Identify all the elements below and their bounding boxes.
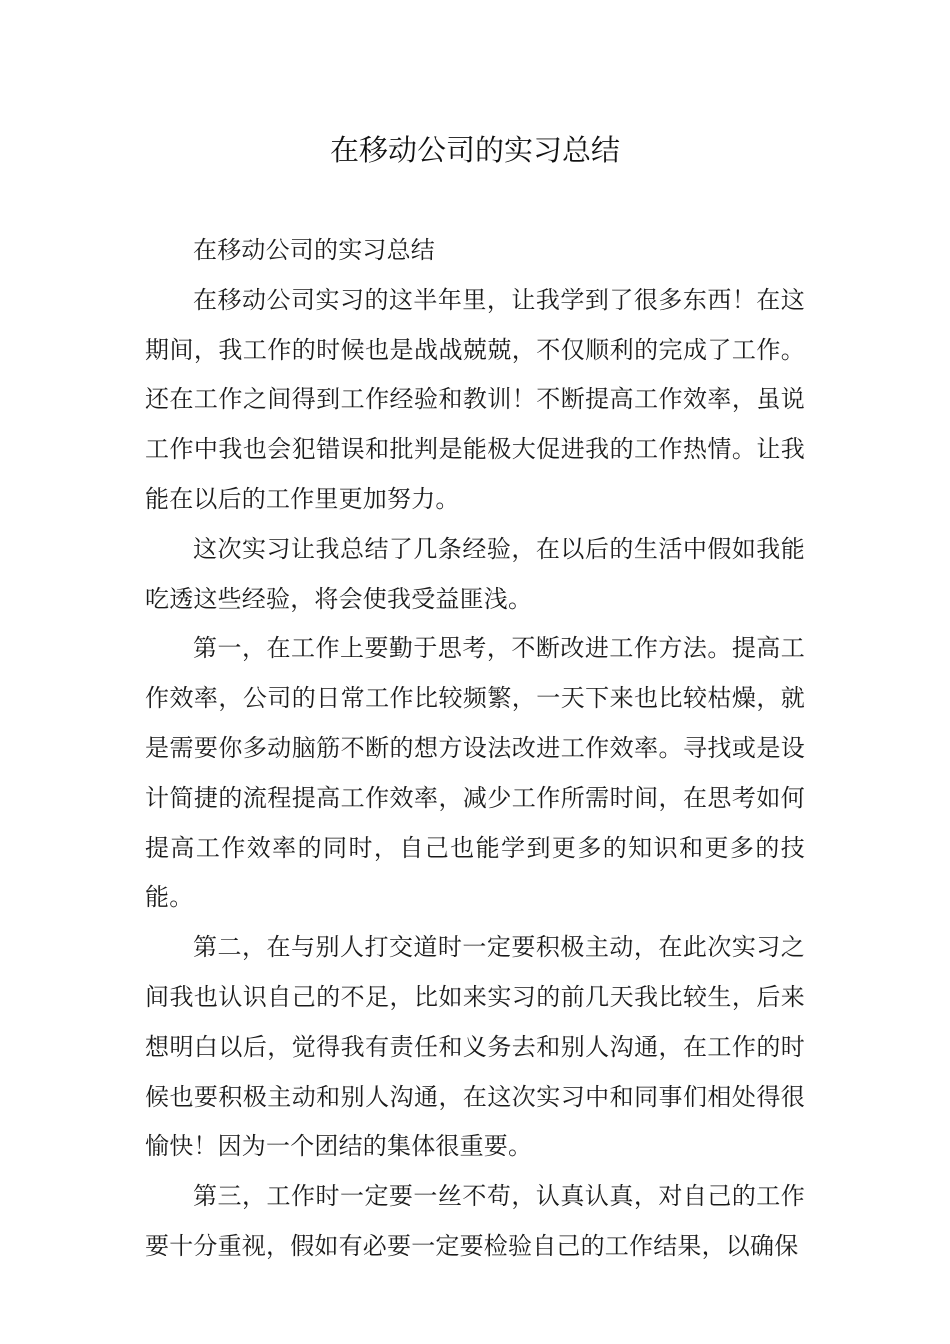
document-title: 在移动公司的实习总结 [329, 133, 620, 167]
paragraph-point-two: 第二，在与别人打交道时一定要积极主动，在此次实习之间我也认识自己的不足，比如来实习的前几天我比较生，后来想明白以后，觉得我有责任和义务去和别人沟通，在工作的时候也要积极主动和别人沟通，在这次实习中和同事们相处得很愉快！因为一个团结的集体很重要。 [145, 933, 805, 1161]
paragraph-point-one: 第一，在工作上要勤于思考，不断改进工作方法。提高工作效率，公司的日常工作比较频繁，一天下来也比较枯燥，就是需要你多动脑筋不断的想方设法改进工作效率。寻找或是设计简捷的流程提高工作效率，减少工作所需时间，在思考如何提高工作效率的同时，自己也能学到更多的知识和更多的技能。 [145, 634, 805, 912]
paragraph-intro: 在移动公司实习的这半年里，让我学到了很多东西！在这期间，我工作的时候也是战战兢兢，不仅顺利的完成了工作。还在工作之间得到工作经验和教训！不断提高工作效率，虽说工作中我也会犯错误和批判是能极大促进我的工作热情。让我能在以后的工作里更加努力。 [145, 285, 805, 513]
paragraph-point-three: 第三，工作时一定要一丝不苟，认真认真，对自己的工作要十分重视，假如有必要一定要检验自己的工作结果，以确保 [145, 1182, 805, 1260]
paragraph-heading: 在移动公司的实习总结 [193, 236, 435, 264]
paragraph-summary: 这次实习让我总结了几条经验，在以后的生活中假如我能吃透这些经验，将会使我受益匪浅。 [145, 534, 805, 613]
document-body [145, 226, 805, 1272]
